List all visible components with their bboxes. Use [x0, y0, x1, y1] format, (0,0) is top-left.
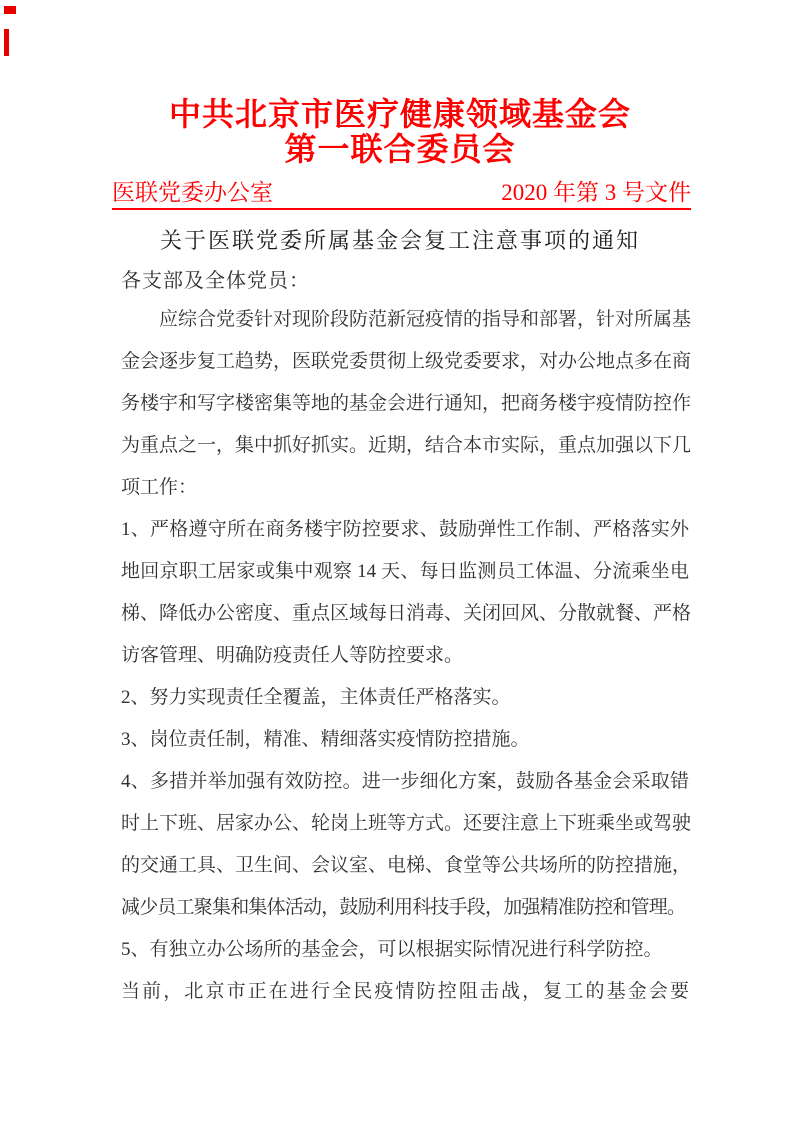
- issuing-office-label: 医联党委办公室: [112, 180, 273, 205]
- organization-title-line2: 第一联合委员会: [284, 131, 516, 167]
- body-line-3: 务楼宇和写字楼密集等地的基金会进行通知，把商务楼宇疫情防控作: [121, 393, 692, 414]
- organization-title-line1: 中共北京市医疗健康领域基金会: [168, 96, 631, 132]
- red-edge-bar-mark: [4, 29, 9, 56]
- body-line-15: 减少员工聚集和集体活动，鼓励利用科技手段，加强精准防控和管理。: [121, 897, 686, 918]
- body-line-17: 当前，北京市正在进行全民疫情防控阻击战，复工的基金会要: [121, 981, 689, 1002]
- body-line-2: 金会逐步复工趋势，医联党委贯彻上级党委要求，对办公地点多在商: [121, 351, 692, 372]
- body-line-12: 4、多措并举加强有效防控。进一步细化方案，鼓励各基金会采取错: [121, 771, 689, 792]
- body-line-16: 5、有独立办公场所的基金会，可以根据实际情况进行科学防控。: [121, 939, 663, 960]
- body-line-7: 地回京职工居家或集中观察 14 天、每日监测员工体温、分流乘坐电: [121, 561, 689, 582]
- notice-body: [121, 299, 692, 1013]
- organization-title: [0, 97, 800, 167]
- body-line-11: 3、岗位责任制，精准、精细落实疫情防控措施。: [121, 729, 530, 750]
- body-line-1: 应综合党委针对现阶段防范新冠疫情的指导和部署，针对所属基: [159, 309, 692, 330]
- red-corner-square-mark: [4, 6, 16, 14]
- document-number-label: 2020 年第 3 号文件: [501, 180, 691, 205]
- body-line-5: 项工作：: [121, 477, 198, 498]
- body-line-6: 1、严格遵守所在商务楼宇防控要求、鼓励弹性工作制、严格落实外: [121, 519, 689, 540]
- body-line-14: 的交通工具、卫生间、会议室、电梯、食堂等公共场所的防控措施，: [121, 855, 692, 876]
- body-line-9: 访客管理、明确防疫责任人等防控要求。: [121, 645, 464, 666]
- body-line-4: 为重点之一，集中抓好抓实。近期，结合本市实际，重点加强以下几: [121, 435, 692, 456]
- notice-title: 关于医联党委所属基金会复工注意事项的通知: [159, 228, 640, 253]
- body-line-8: 梯、降低办公密度、重点区域每日消毒、关闭回风、分散就餐、严格: [121, 603, 692, 624]
- salutation: 各支部及全体党员：: [121, 270, 310, 292]
- document-header-row: [112, 179, 691, 210]
- body-line-13: 时上下班、居家办公、轮岗上班等方式。还要注意上下班乘坐或驾驶: [121, 813, 692, 834]
- body-line-10: 2、努力实现责任全覆盖，主体责任严格落实。: [121, 687, 511, 708]
